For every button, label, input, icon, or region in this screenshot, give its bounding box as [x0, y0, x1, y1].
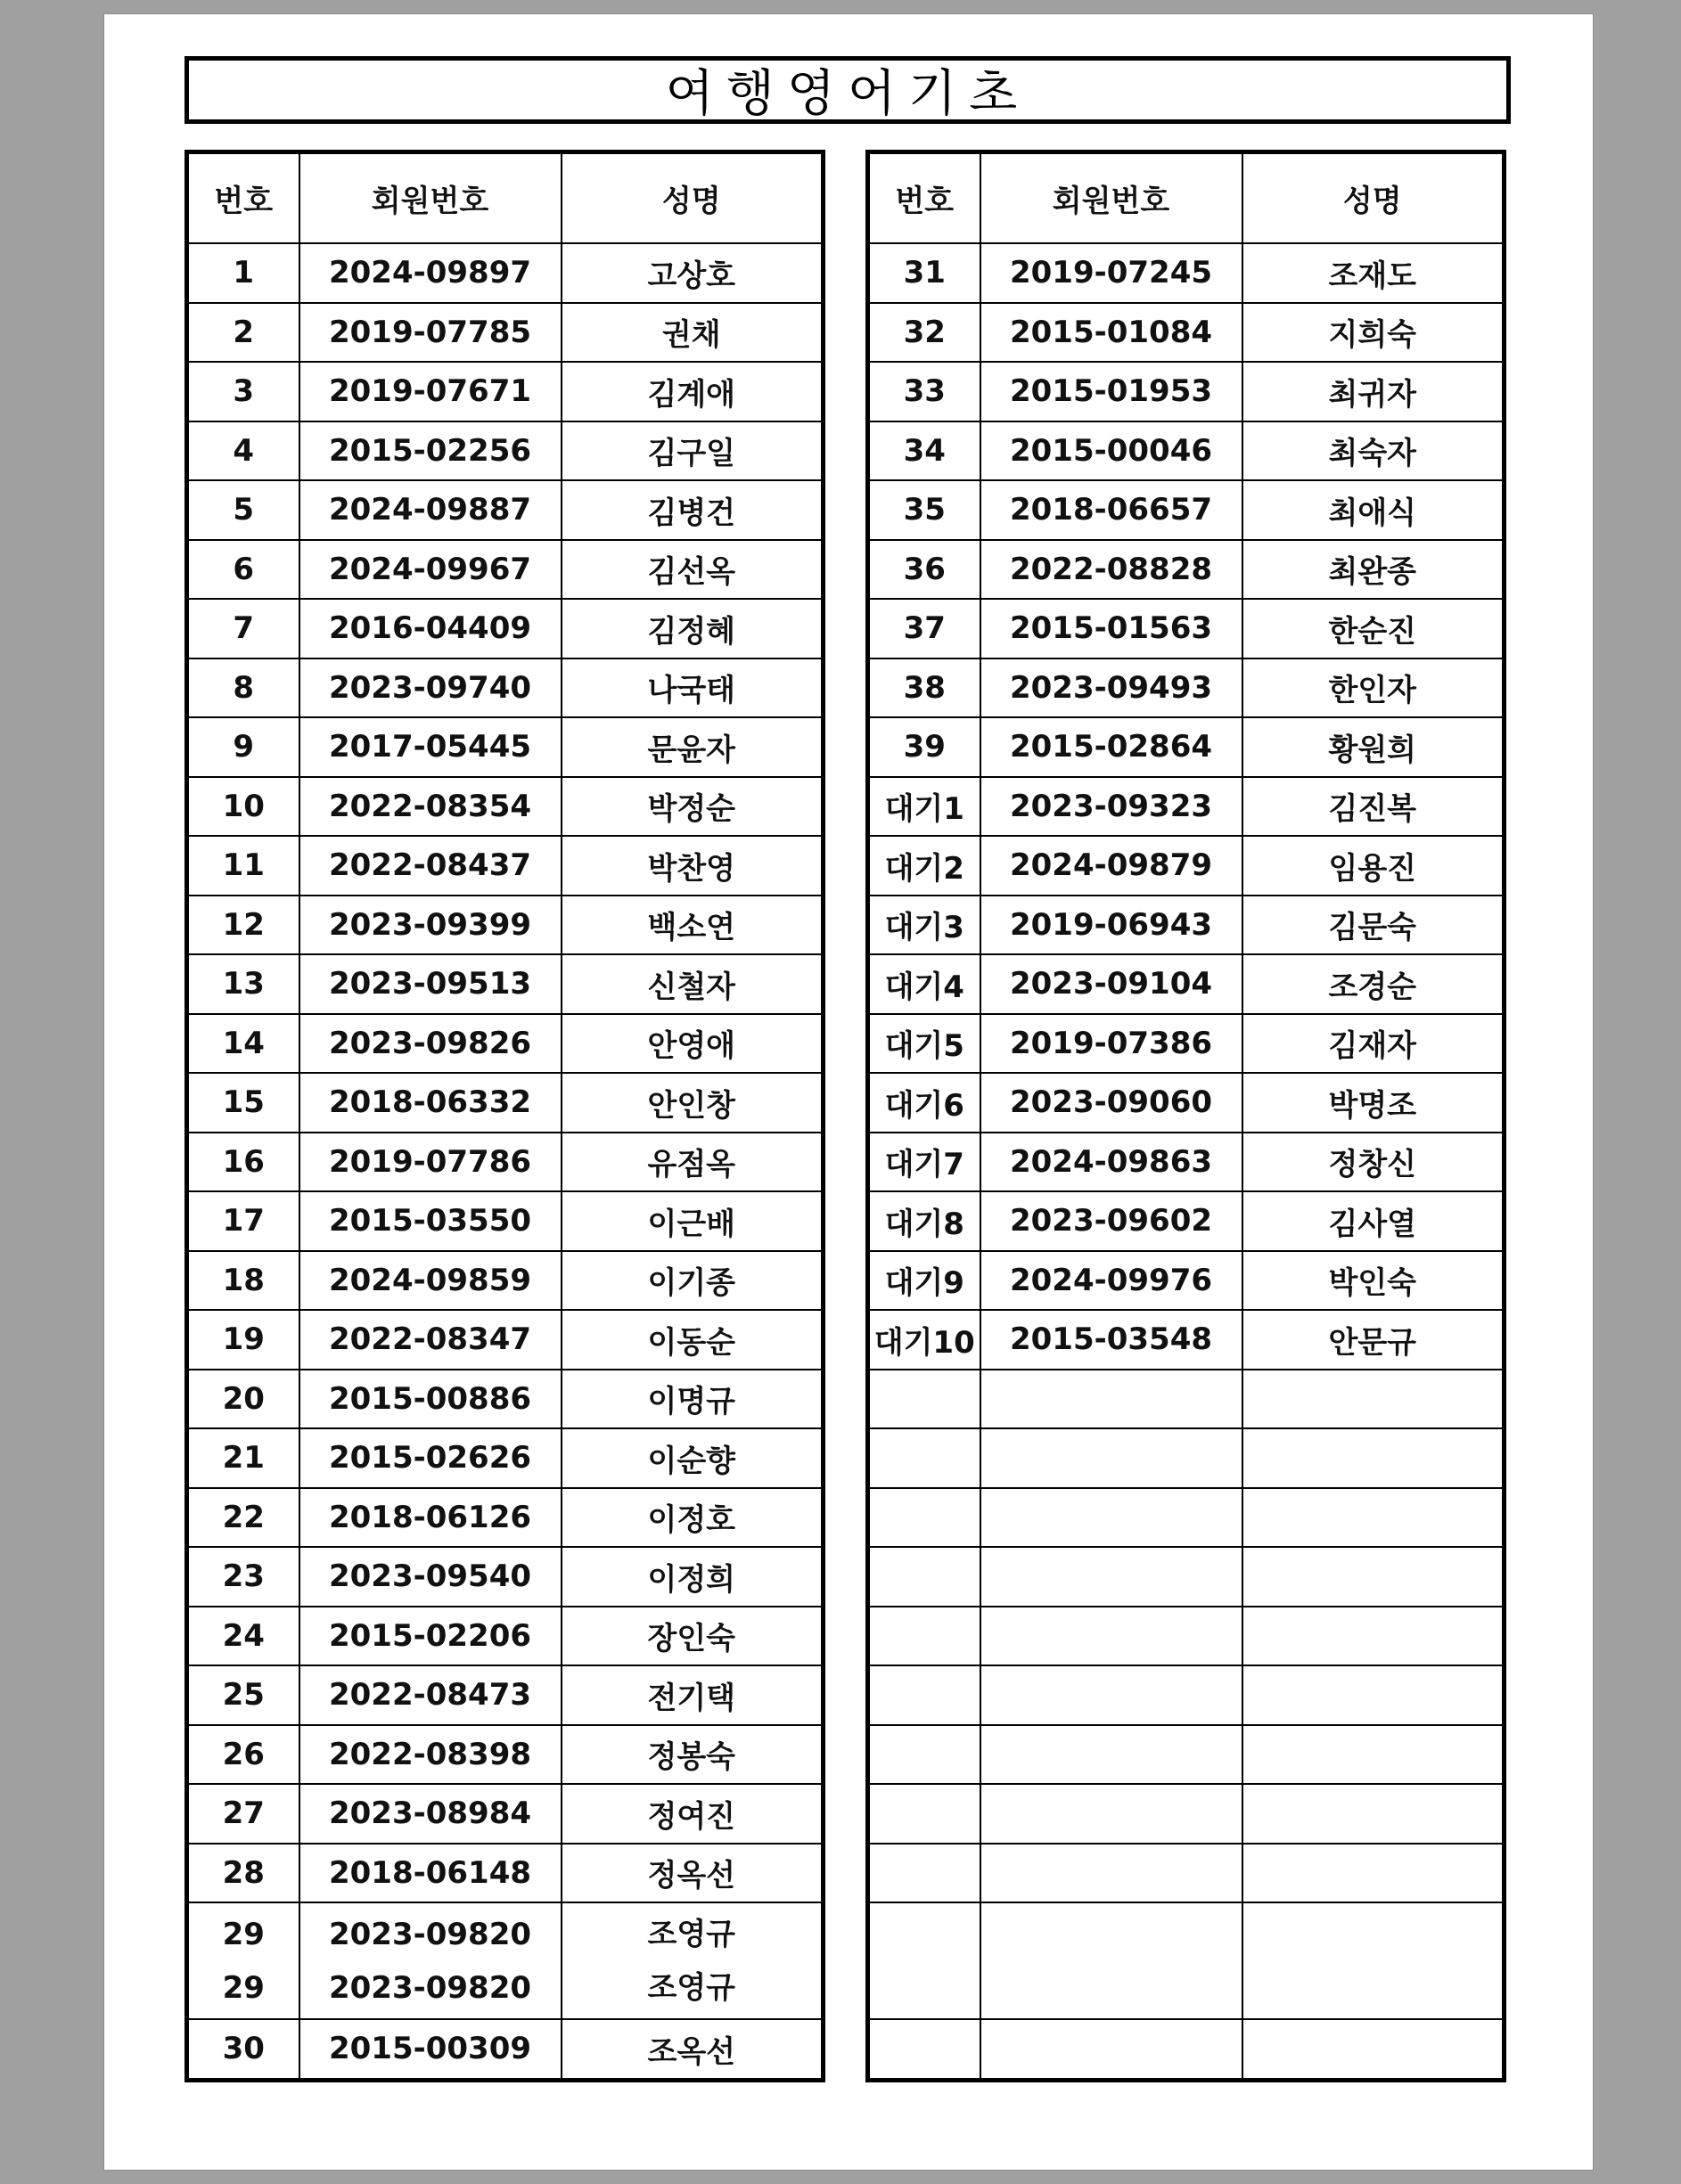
cell-name: 정창신 — [1242, 1133, 1505, 1192]
cell-member-id: 2024-09859 — [299, 1251, 562, 1311]
table-row — [187, 1725, 824, 1785]
cell-number: 대기9 — [868, 1251, 980, 1311]
cell-number: 35 — [868, 480, 980, 540]
cell-name: 한순진 — [1242, 599, 1505, 658]
cell-number: 20 — [187, 1370, 299, 1429]
cell-member-id: 2019-07671 — [299, 362, 562, 421]
cell-number: 15 — [187, 1073, 299, 1133]
header-number: 번호 — [868, 152, 980, 244]
cell-number-empty — [868, 1844, 980, 1903]
cell-name: 최애식 — [1242, 480, 1505, 540]
cell-name-empty — [1242, 1844, 1505, 1903]
empty-row — [868, 1428, 1505, 1488]
cell-number: 10 — [187, 777, 299, 837]
cell-number: 5 — [187, 480, 299, 540]
table-row — [187, 717, 824, 777]
table-row — [187, 362, 824, 421]
cell-name: 조옥선 — [562, 2019, 824, 2080]
cell-number: 대기1 — [868, 777, 980, 837]
cell-number: 대기2 — [868, 836, 980, 896]
cell-number-empty — [868, 1547, 980, 1607]
cell-name: 지희숙 — [1242, 303, 1505, 363]
cell-member-id: 2022-08398 — [299, 1725, 562, 1785]
cell-number: 22 — [187, 1488, 299, 1548]
cell-number-empty — [868, 1370, 980, 1429]
cell-number-empty — [868, 1725, 980, 1785]
cell-number: 8 — [187, 658, 299, 718]
cell-number: 16 — [187, 1133, 299, 1192]
cell-member-id: 2015-01563 — [980, 599, 1242, 658]
cell-member-id: 2019-07785 — [299, 303, 562, 363]
table-row — [187, 896, 824, 955]
cell-number: 28 — [187, 1844, 299, 1903]
cell-name: 김계애 — [562, 362, 824, 421]
cell-name-empty — [1242, 1902, 1505, 2019]
table-row — [187, 1547, 824, 1607]
table-row — [868, 1310, 1505, 1370]
cell-name: 최숙자 — [1242, 421, 1505, 481]
cell-name: 김문숙 — [1242, 896, 1505, 955]
table-row — [187, 1844, 824, 1903]
cell-name: 황원희 — [1242, 717, 1505, 777]
cell-name: 전기택 — [562, 1665, 824, 1725]
table-row — [187, 421, 824, 481]
cell-name-empty — [1242, 1488, 1505, 1548]
table-row — [187, 1191, 824, 1251]
table-row — [868, 896, 1505, 955]
cell-member-id-line: 2023-09820 — [328, 1969, 532, 2006]
cell-number: 대기5 — [868, 1014, 980, 1074]
table-row — [868, 658, 1505, 718]
cell-member-id: 2024-09976 — [980, 1251, 1242, 1311]
empty-row — [868, 1902, 1505, 2019]
cell-member-id: 2019-07786 — [299, 1133, 562, 1192]
cell-name: 신철자 — [562, 954, 824, 1014]
cell-name: 김재자 — [1242, 1014, 1505, 1074]
empty-row — [868, 1784, 1505, 1844]
cell-name: 안영애 — [562, 1014, 824, 1074]
cell-number: 3 — [187, 362, 299, 421]
cell-member-id-empty — [980, 1607, 1242, 1666]
table-row — [187, 1014, 824, 1074]
cell-number: 32 — [868, 303, 980, 363]
cell-member-id: 2019-07245 — [980, 243, 1242, 303]
cell-member-id: 2023-09399 — [299, 896, 562, 955]
cell-member-id: 2015-00046 — [980, 421, 1242, 481]
cell-member-id: 2015-00309 — [299, 2019, 562, 2080]
cell-name-line: 조영규 — [647, 1969, 736, 2006]
cell-number: 33 — [868, 362, 980, 421]
cell-member-id: 2023-09513 — [299, 954, 562, 1014]
cell-member-id: 2024-09887 — [299, 480, 562, 540]
cell-name: 정옥선 — [562, 1844, 824, 1903]
cell-name-empty — [1242, 1547, 1505, 1607]
cell-member-id: 2023-09060 — [980, 1073, 1242, 1133]
cell-name: 이정희 — [562, 1547, 824, 1607]
table-row — [187, 540, 824, 600]
cell-member-id: 2015-00886 — [299, 1370, 562, 1429]
cell-name: 이동순 — [562, 1310, 824, 1370]
cell-name: 박정순 — [562, 777, 824, 837]
cell-number: 25 — [187, 1665, 299, 1725]
cell-member-id: 2024-09897 — [299, 243, 562, 303]
cell-member-id: 2015-02206 — [299, 1607, 562, 1666]
cell-name: 박명조 — [1242, 1073, 1505, 1133]
cell-member-id: 2024-09967 — [299, 540, 562, 600]
cell-number: 대기3 — [868, 896, 980, 955]
table-row — [187, 1784, 824, 1844]
table-row — [187, 1370, 824, 1429]
cell-member-id: 2023-09493 — [980, 658, 1242, 718]
cell-member-id-empty — [980, 1725, 1242, 1785]
cell-number-empty — [868, 1784, 980, 1844]
header-number: 번호 — [187, 152, 299, 244]
cell-member-id-empty — [980, 1428, 1242, 1488]
cell-member-id: 2015-03550 — [299, 1191, 562, 1251]
cell-name: 이정호 — [562, 1488, 824, 1548]
table-row — [187, 1428, 824, 1488]
table-header-row — [868, 152, 1505, 244]
cell-name: 김정혜 — [562, 599, 824, 658]
empty-row — [868, 2019, 1505, 2080]
cell-name: 이명규 — [562, 1370, 824, 1429]
cell-member-id: 2023-08984 — [299, 1784, 562, 1844]
cell-member-id — [299, 1902, 562, 2019]
cell-name: 김병건 — [562, 480, 824, 540]
cell-number: 17 — [187, 1191, 299, 1251]
cell-number: 37 — [868, 599, 980, 658]
cell-number: 38 — [868, 658, 980, 718]
cell-member-id-line: 2023-09820 — [328, 1916, 532, 1952]
cell-name: 문윤자 — [562, 717, 824, 777]
cell-member-id: 2023-09104 — [980, 954, 1242, 1014]
table-row — [187, 1073, 824, 1133]
cell-name: 정여진 — [562, 1784, 824, 1844]
empty-row — [868, 1844, 1505, 1903]
table-row — [187, 1310, 824, 1370]
cell-member-id: 2022-08473 — [299, 1665, 562, 1725]
table-header-row — [187, 152, 824, 244]
cell-name-empty — [1242, 1784, 1505, 1844]
cell-number-empty — [868, 1428, 980, 1488]
cell-number: 19 — [187, 1310, 299, 1370]
cell-number: 7 — [187, 599, 299, 658]
table-row — [868, 362, 1505, 421]
cell-number: 13 — [187, 954, 299, 1014]
cell-name: 안문규 — [1242, 1310, 1505, 1370]
cell-name: 한인자 — [1242, 658, 1505, 718]
cell-number-empty — [868, 1488, 980, 1548]
cell-name-empty — [1242, 1370, 1505, 1429]
table-row — [868, 1133, 1505, 1192]
cell-name: 조경순 — [1242, 954, 1505, 1014]
cell-member-id: 2015-02626 — [299, 1428, 562, 1488]
cell-member-id-empty — [980, 1547, 1242, 1607]
cell-member-id: 2019-07386 — [980, 1014, 1242, 1074]
table-row — [187, 954, 824, 1014]
cell-number: 36 — [868, 540, 980, 600]
table-row — [868, 480, 1505, 540]
table-row — [187, 1902, 824, 2019]
cell-number-empty — [868, 2019, 980, 2080]
table-row — [868, 599, 1505, 658]
cell-member-id: 2022-08828 — [980, 540, 1242, 600]
roster-table-left — [184, 150, 825, 2082]
empty-row — [868, 1370, 1505, 1429]
cell-name: 김진복 — [1242, 777, 1505, 837]
header-name: 성명 — [562, 152, 824, 244]
cell-member-id: 2022-08347 — [299, 1310, 562, 1370]
cell-number: 대기6 — [868, 1073, 980, 1133]
cell-number: 대기7 — [868, 1133, 980, 1192]
table-row — [187, 480, 824, 540]
cell-name: 장인숙 — [562, 1607, 824, 1666]
cell-number: 대기8 — [868, 1191, 980, 1251]
cell-name: 최완종 — [1242, 540, 1505, 600]
table-row — [187, 1133, 824, 1192]
table-row — [868, 777, 1505, 837]
cell-member-id: 2018-06332 — [299, 1073, 562, 1133]
header-name: 성명 — [1242, 152, 1505, 244]
cell-number: 12 — [187, 896, 299, 955]
cell-name: 권채 — [562, 303, 824, 363]
cell-name — [562, 1902, 824, 2019]
cell-member-id: 2024-09863 — [980, 1133, 1242, 1192]
table-row — [868, 243, 1505, 303]
cell-number: 대기10 — [868, 1310, 980, 1370]
cell-name-line: 조영규 — [647, 1916, 736, 1952]
cell-member-id: 2024-09879 — [980, 836, 1242, 896]
table-row — [187, 658, 824, 718]
cell-member-id-empty — [980, 1902, 1242, 2019]
table-row — [868, 836, 1505, 896]
cell-name: 유점옥 — [562, 1133, 824, 1192]
cell-member-id-empty — [980, 1784, 1242, 1844]
cell-member-id: 2018-06148 — [299, 1844, 562, 1903]
cell-name: 백소연 — [562, 896, 824, 955]
table-row — [868, 1073, 1505, 1133]
table-row — [187, 1607, 824, 1666]
roster-table-right — [865, 150, 1506, 2082]
cell-member-id: 2023-09323 — [980, 777, 1242, 837]
cell-number: 9 — [187, 717, 299, 777]
table-row — [868, 1251, 1505, 1311]
cell-member-id: 2016-04409 — [299, 599, 562, 658]
cell-member-id-empty — [980, 1665, 1242, 1725]
cell-member-id-empty — [980, 1370, 1242, 1429]
cell-member-id-empty — [980, 2019, 1242, 2080]
cell-name-empty — [1242, 1725, 1505, 1785]
table-row — [868, 717, 1505, 777]
table-row — [187, 836, 824, 896]
table-row — [187, 1251, 824, 1311]
table-row — [868, 1014, 1505, 1074]
table-row — [868, 954, 1505, 1014]
cell-member-id: 2023-09826 — [299, 1014, 562, 1074]
document-page — [104, 14, 1593, 2170]
cell-number-line: 29 — [222, 1969, 265, 2006]
cell-member-id: 2015-01953 — [980, 362, 1242, 421]
cell-member-id-empty — [980, 1844, 1242, 1903]
cell-number: 11 — [187, 836, 299, 896]
cell-name: 안인창 — [562, 1073, 824, 1133]
cell-member-id: 2023-09540 — [299, 1547, 562, 1607]
cell-member-id-empty — [980, 1488, 1242, 1548]
cell-name-empty — [1242, 1607, 1505, 1666]
cell-name: 박인숙 — [1242, 1251, 1505, 1311]
cell-name: 김사열 — [1242, 1191, 1505, 1251]
cell-name: 김선옥 — [562, 540, 824, 600]
empty-row — [868, 1607, 1505, 1666]
cell-number-empty — [868, 1665, 980, 1725]
cell-number: 18 — [187, 1251, 299, 1311]
cell-name: 김구일 — [562, 421, 824, 481]
cell-member-id: 2017-05445 — [299, 717, 562, 777]
header-member-id: 회원번호 — [980, 152, 1242, 244]
cell-member-id: 2015-01084 — [980, 303, 1242, 363]
cell-number-empty — [868, 1902, 980, 2019]
cell-number: 24 — [187, 1607, 299, 1666]
empty-row — [868, 1665, 1505, 1725]
cell-name: 이기종 — [562, 1251, 824, 1311]
cell-number: 21 — [187, 1428, 299, 1488]
cell-number: 39 — [868, 717, 980, 777]
cell-member-id: 2015-02864 — [980, 717, 1242, 777]
cell-number: 30 — [187, 2019, 299, 2080]
cell-member-id: 2015-02256 — [299, 421, 562, 481]
cell-name: 최귀자 — [1242, 362, 1505, 421]
cell-name-empty — [1242, 2019, 1505, 2080]
table-row — [187, 1488, 824, 1548]
cell-member-id: 2018-06126 — [299, 1488, 562, 1548]
cell-name: 정봉숙 — [562, 1725, 824, 1785]
cell-name: 나국태 — [562, 658, 824, 718]
header-member-id: 회원번호 — [299, 152, 562, 244]
page-title: 여행영어기초 — [184, 56, 1511, 124]
table-row — [187, 777, 824, 837]
cell-number: 4 — [187, 421, 299, 481]
cell-number: 26 — [187, 1725, 299, 1785]
cell-name: 고상호 — [562, 243, 824, 303]
cell-name: 이근배 — [562, 1191, 824, 1251]
table-row — [868, 303, 1505, 363]
cell-name: 임용진 — [1242, 836, 1505, 896]
cell-member-id: 2018-06657 — [980, 480, 1242, 540]
cell-number-empty — [868, 1607, 980, 1666]
cell-member-id: 2023-09740 — [299, 658, 562, 718]
table-row — [868, 1191, 1505, 1251]
table-row — [868, 421, 1505, 481]
cell-number: 1 — [187, 243, 299, 303]
cell-number — [187, 1902, 299, 2019]
table-row — [187, 599, 824, 658]
cell-member-id: 2015-03548 — [980, 1310, 1242, 1370]
empty-row — [868, 1547, 1505, 1607]
cell-number: 34 — [868, 421, 980, 481]
cell-name-empty — [1242, 1428, 1505, 1488]
cell-number-line: 29 — [222, 1916, 265, 1952]
cell-name-empty — [1242, 1665, 1505, 1725]
cell-number: 대기4 — [868, 954, 980, 1014]
cell-member-id: 2023-09602 — [980, 1191, 1242, 1251]
cell-number: 6 — [187, 540, 299, 600]
cell-member-id: 2022-08437 — [299, 836, 562, 896]
table-row — [187, 1665, 824, 1725]
cell-member-id: 2022-08354 — [299, 777, 562, 837]
cell-name: 이순향 — [562, 1428, 824, 1488]
table-row — [187, 2019, 824, 2080]
empty-row — [868, 1488, 1505, 1548]
table-row — [868, 540, 1505, 600]
cell-number: 2 — [187, 303, 299, 363]
cell-number: 14 — [187, 1014, 299, 1074]
cell-member-id: 2019-06943 — [980, 896, 1242, 955]
table-row — [187, 243, 824, 303]
cell-number: 31 — [868, 243, 980, 303]
cell-number: 27 — [187, 1784, 299, 1844]
cell-number: 23 — [187, 1547, 299, 1607]
cell-name: 박찬영 — [562, 836, 824, 896]
empty-row — [868, 1725, 1505, 1785]
table-row — [187, 303, 824, 363]
cell-name: 조재도 — [1242, 243, 1505, 303]
